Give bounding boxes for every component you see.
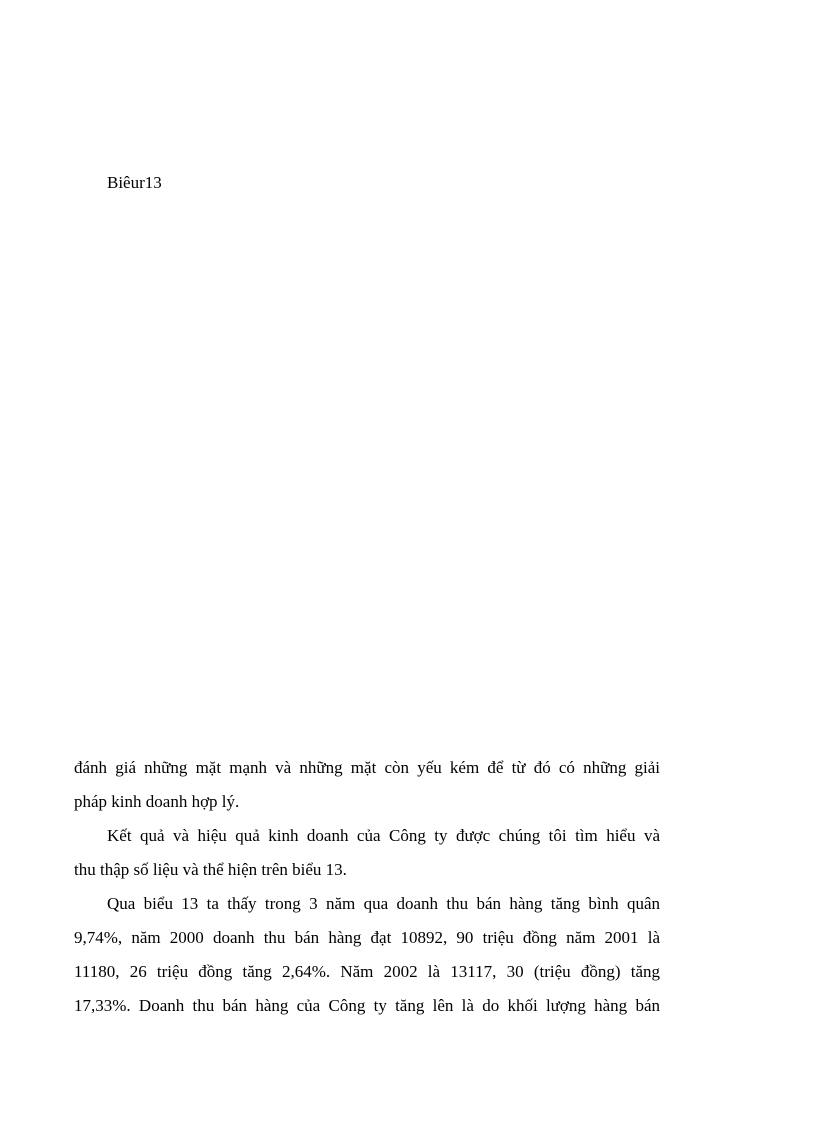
text-line: Kết quả và hiệu quả kinh doanh của Công ty được chúng tôi tìm hiểu và [107,826,660,845]
text-line: Qua biểu 13 ta thấy trong 3 năm qua doanh thu bán hàng tăng bình quân [107,894,660,913]
text-line: đánh giá những mặt mạnh và những mặt còn yếu kém để từ đó có những giải [74,758,660,777]
table-caption: Biêur13 [107,173,162,192]
text-line: 11180, 26 triệu đồng tăng 2,64%. Năm 2002 là 13117, 30 (triệu đồng) tăng [74,962,660,981]
text-line: thu thập số liệu và thể hiện trên biểu 13. [74,860,347,879]
text-line: 17,33%. Doanh thu bán hàng của Công ty tăng lên là do khối lượng hàng bán [74,996,660,1015]
body-text [74,751,660,1023]
text-line: 9,74%, năm 2000 doanh thu bán hàng đạt 10892, 90 triệu đồng năm 2001 là [74,928,660,947]
text-line: pháp kinh doanh hợp lý. [74,792,240,811]
